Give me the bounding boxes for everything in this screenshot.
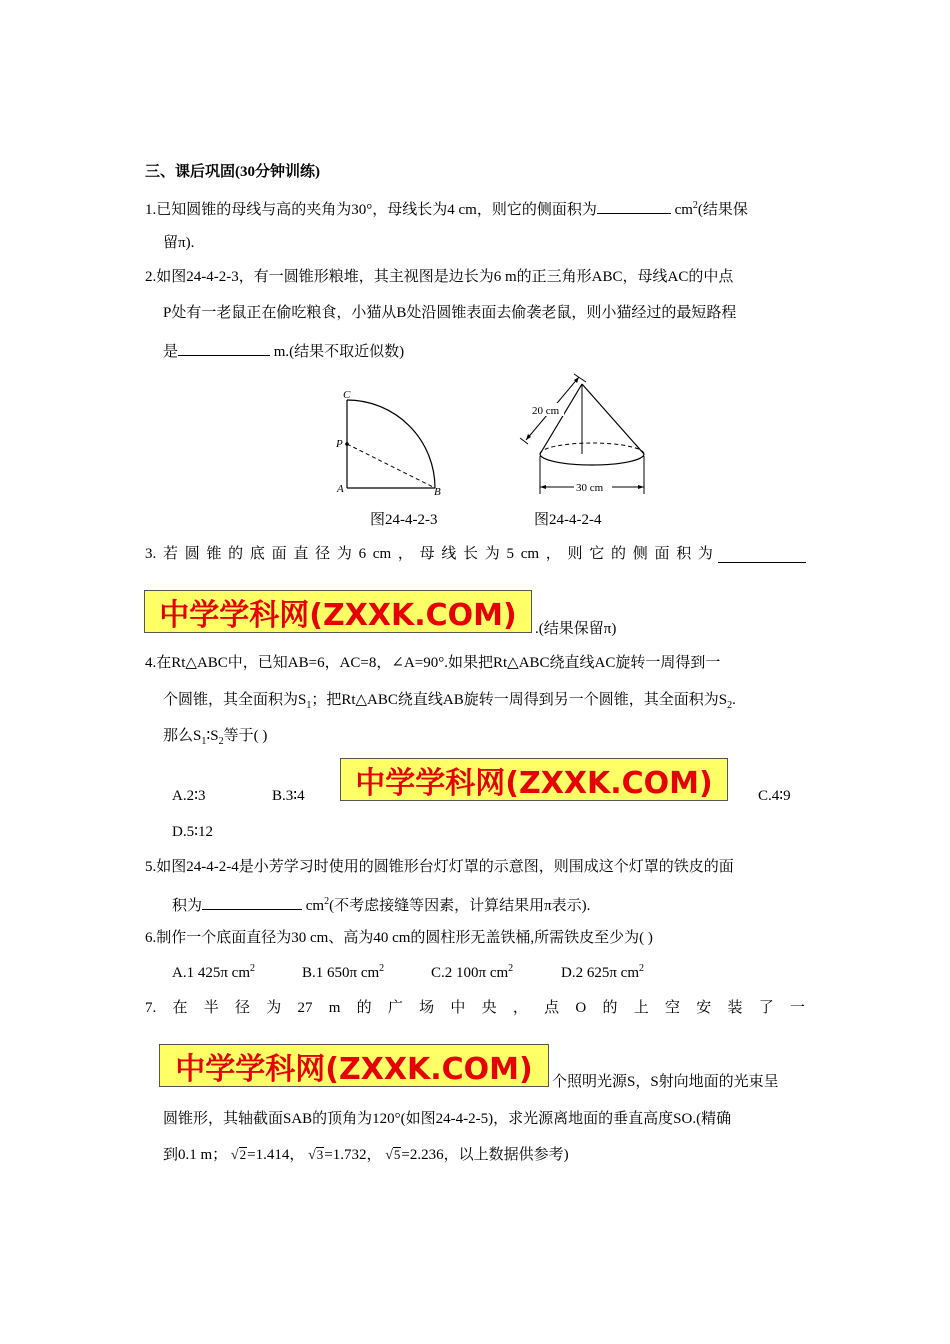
fig2-arrow-3 [540, 485, 546, 489]
q4-option-d[interactable]: D.5∶12 [172, 824, 213, 840]
q6-option-a-text: A.1 425π cm [172, 965, 250, 981]
q3-char: 则 [567, 546, 583, 562]
question-7-line-2: 个照明光源S，S射向地面的光束呈 [552, 1074, 779, 1090]
fig1-arc [347, 400, 435, 488]
figure-lampshade-cone [512, 372, 652, 498]
question-4-line-3 [163, 727, 267, 745]
q3-char: 的 [228, 546, 244, 562]
q1-unit: cm [674, 202, 693, 218]
q7-char: 了 [758, 1000, 774, 1016]
q4-line3-c: 等于( ) [223, 728, 268, 744]
question-1-line-1 [145, 199, 748, 219]
q1-prefix: 1.已知圆锥的母线与高的夹角为30°，母线长为4 cm，则它的侧面积为 [145, 202, 597, 218]
q7-char: 上 [633, 1000, 649, 1016]
fig2-arrow-4 [638, 485, 644, 489]
q6-option-b-text: B.1 650π cm [302, 965, 380, 981]
figure-caption-24-4-2-4: 图24-4-2-4 [534, 512, 602, 528]
sqrt-2: √2 [230, 1147, 247, 1163]
q3-char: 长 [463, 546, 479, 562]
fig1-label-b: B [434, 486, 441, 496]
figure-caption-24-4-2-3: 图24-4-2-3 [370, 512, 438, 528]
sqrt-5: √5 [385, 1147, 401, 1163]
question-7-line-4 [163, 1146, 569, 1165]
fig2-slant-right [582, 384, 644, 454]
question-4-line-1: 4.在Rt△ABC中，已知AB=6，AC=8，∠A=90°.如果把Rt△ABC绕直线AC旋转一周得到一 [145, 655, 721, 671]
q2-line3-prefix: 是 [163, 344, 179, 360]
fig1-dashed-path [347, 444, 435, 488]
q7-char: 广 [387, 1000, 403, 1016]
question-5-line-2 [172, 895, 590, 915]
q3-char: 的 [610, 546, 626, 562]
q3-char: 母 [419, 546, 435, 562]
q3-char: 直 [293, 546, 309, 562]
q7-value-sqrt2: =1.414， [247, 1147, 305, 1163]
question-6-line-1: 6.制作一个底面直径为30 cm、高为40 cm的圆柱形无盖铁桶,所需铁皮至少为( ) [145, 930, 653, 946]
q4-line2-c: . [732, 692, 736, 708]
q7-char: 一 [789, 1000, 805, 1016]
q5-unit-sup: 2 [324, 896, 330, 907]
q3-char: 线 [441, 546, 457, 562]
watermark-banner: 中学学科网(ZXXK.COM) [340, 758, 728, 801]
q1-suffix: (结果保 [697, 202, 748, 218]
q7-char: m [328, 1000, 341, 1016]
question-7-line-3: 圆锥形，其轴截面SAB的顶角为120°(如图24-4-2-5)，求光源离地面的垂直高度SO.(精确 [163, 1111, 732, 1127]
q3-char: 3. [145, 546, 157, 562]
q3-answer-blank[interactable] [718, 548, 806, 563]
sqrt-3: √3 [308, 1147, 324, 1163]
q3-char: 积 [676, 546, 692, 562]
fig1-point-p [345, 442, 349, 446]
fig1-label-p: P [336, 438, 343, 450]
q6-option-a[interactable] [172, 964, 255, 982]
q4-option-c[interactable]: C.4∶9 [758, 788, 791, 804]
q7-char: 安 [696, 1000, 712, 1016]
q3-char: 为 [336, 546, 352, 562]
q3-char: 锥 [206, 546, 222, 562]
watermark-banner: 中学学科网(ZXXK.COM) [159, 1044, 549, 1087]
q6-option-c-text: C.2 100π cm [431, 965, 509, 981]
q2-line3-suffix: m.(结果不取近似数) [270, 344, 405, 360]
q7-value-sqrt3: =1.732， [324, 1147, 382, 1163]
q7-char: 空 [664, 1000, 680, 1016]
q3-char: 5 [506, 546, 515, 562]
q3-char: 为 [697, 546, 713, 562]
q1-unit-sup: 2 [692, 200, 698, 211]
q3-char: ， [397, 546, 413, 562]
fig1-label-a: A [337, 483, 344, 495]
q3-char: 面 [271, 546, 287, 562]
q7-char: 7. [145, 1000, 157, 1016]
q7-line4-a: 到0.1 m； [163, 1147, 228, 1163]
q7-char: 中 [450, 1000, 466, 1016]
q3-char: cm [520, 546, 540, 562]
fig2-label-slant: 20 cm [532, 405, 560, 417]
q4-sub-2: 2 [727, 700, 733, 711]
q6-option-b-sup: 2 [379, 963, 385, 974]
q5-unit: cm [302, 898, 325, 914]
q6-option-c-sup: 2 [508, 963, 514, 974]
q6-option-d[interactable] [561, 964, 644, 982]
figure-quarter-circle [330, 384, 450, 496]
q4-line3-sub-2: 2 [218, 736, 224, 747]
question-7-line-1 [145, 999, 805, 1017]
q7-char: ， [512, 1000, 528, 1016]
q7-char: 的 [602, 1000, 618, 1016]
q3-char: 圆 [184, 546, 200, 562]
q3-char: cm [372, 546, 392, 562]
q7-char: 径 [234, 1000, 250, 1016]
q5-line2-suffix: (不考虑接缝等因素，计算结果用π表示). [329, 898, 591, 914]
question-5-line-1: 5.如图24-4-2-4是小芳学习时使用的圆锥形台灯灯罩的示意图，则围成这个灯罩的铁皮的面 [145, 859, 734, 875]
q3-char: 底 [249, 546, 265, 562]
q3-suffix: .(结果保留π) [535, 621, 617, 637]
q6-option-a-sup: 2 [249, 963, 255, 974]
question-2-line-1: 2.如图24-4-2-3，有一圆锥形粮堆，其主视图是边长为6 m的正三角形ABC，母线AC的中点 [145, 269, 734, 285]
q3-char: 它 [589, 546, 605, 562]
q4-line3-a: 那么S [163, 728, 202, 744]
q5-line2-prefix: 积为 [172, 898, 203, 914]
q5-answer-blank[interactable] [202, 895, 302, 910]
q6-option-d-sup: 2 [638, 963, 644, 974]
question-2-line-2: P处有一老鼠正在偷吃粮食，小猫从B处沿圆锥表面去偷袭老鼠，则小猫经过的最短路程 [163, 305, 737, 321]
question-3-line-1 [145, 545, 713, 563]
q4-line2-b: ；把Rt△ABC绕直线AB旋转一周得到另一个圆锥，其全面积为S [311, 692, 728, 708]
fig2-base-back [540, 443, 644, 454]
q3-char: 6 [358, 546, 367, 562]
q4-line3-b: ∶S [206, 728, 219, 744]
q7-char: 为 [266, 1000, 282, 1016]
q7-char: 半 [203, 1000, 219, 1016]
q7-char: O [575, 1000, 587, 1016]
q4-line3-sub-1: 1 [201, 736, 207, 747]
section-title: 三、课后巩固(30分钟训练) [145, 164, 320, 180]
q6-option-b[interactable] [302, 964, 384, 982]
q3-char: 径 [315, 546, 331, 562]
question-2-line-3 [163, 341, 404, 361]
sqrt-2-radicand: 2 [239, 1147, 247, 1162]
sqrt-3-radicand: 3 [316, 1147, 324, 1162]
q1-answer-blank[interactable] [597, 199, 671, 214]
q6-option-d-text: D.2 625π cm [561, 965, 639, 981]
q7-char: 央 [481, 1000, 497, 1016]
q4-option-a[interactable]: A.2∶3 [172, 788, 206, 804]
q3-char: 面 [654, 546, 670, 562]
q7-char: 装 [727, 1000, 743, 1016]
q2-answer-blank[interactable] [178, 341, 270, 356]
fig1-label-c: C [343, 389, 351, 401]
q7-char: 在 [172, 1000, 188, 1016]
q4-line2-a: 个圆锥，其全面积为S [163, 692, 307, 708]
q7-value-sqrt5: =2.236，以上数据供参考) [401, 1147, 569, 1163]
fig2-label-diameter: 30 cm [576, 482, 604, 494]
q7-char: 的 [356, 1000, 372, 1016]
q6-option-c[interactable] [431, 964, 513, 982]
q3-char: 侧 [632, 546, 648, 562]
fig2-base-front [540, 454, 644, 465]
q7-char: 点 [544, 1000, 560, 1016]
q3-char: 为 [484, 546, 500, 562]
watermark-banner: 中学学科网(ZXXK.COM) [144, 590, 532, 633]
q3-char: ， [545, 546, 561, 562]
q4-sub-1: 1 [306, 700, 312, 711]
sqrt-5-radicand: 5 [393, 1147, 401, 1162]
q4-option-b[interactable]: B.3∶4 [272, 788, 305, 804]
q3-char: 若 [162, 546, 178, 562]
question-1-line-2: 留π). [163, 235, 195, 251]
q7-char: 27 [297, 1000, 313, 1016]
q7-char: 场 [419, 1000, 435, 1016]
question-4-line-2 [163, 691, 736, 709]
